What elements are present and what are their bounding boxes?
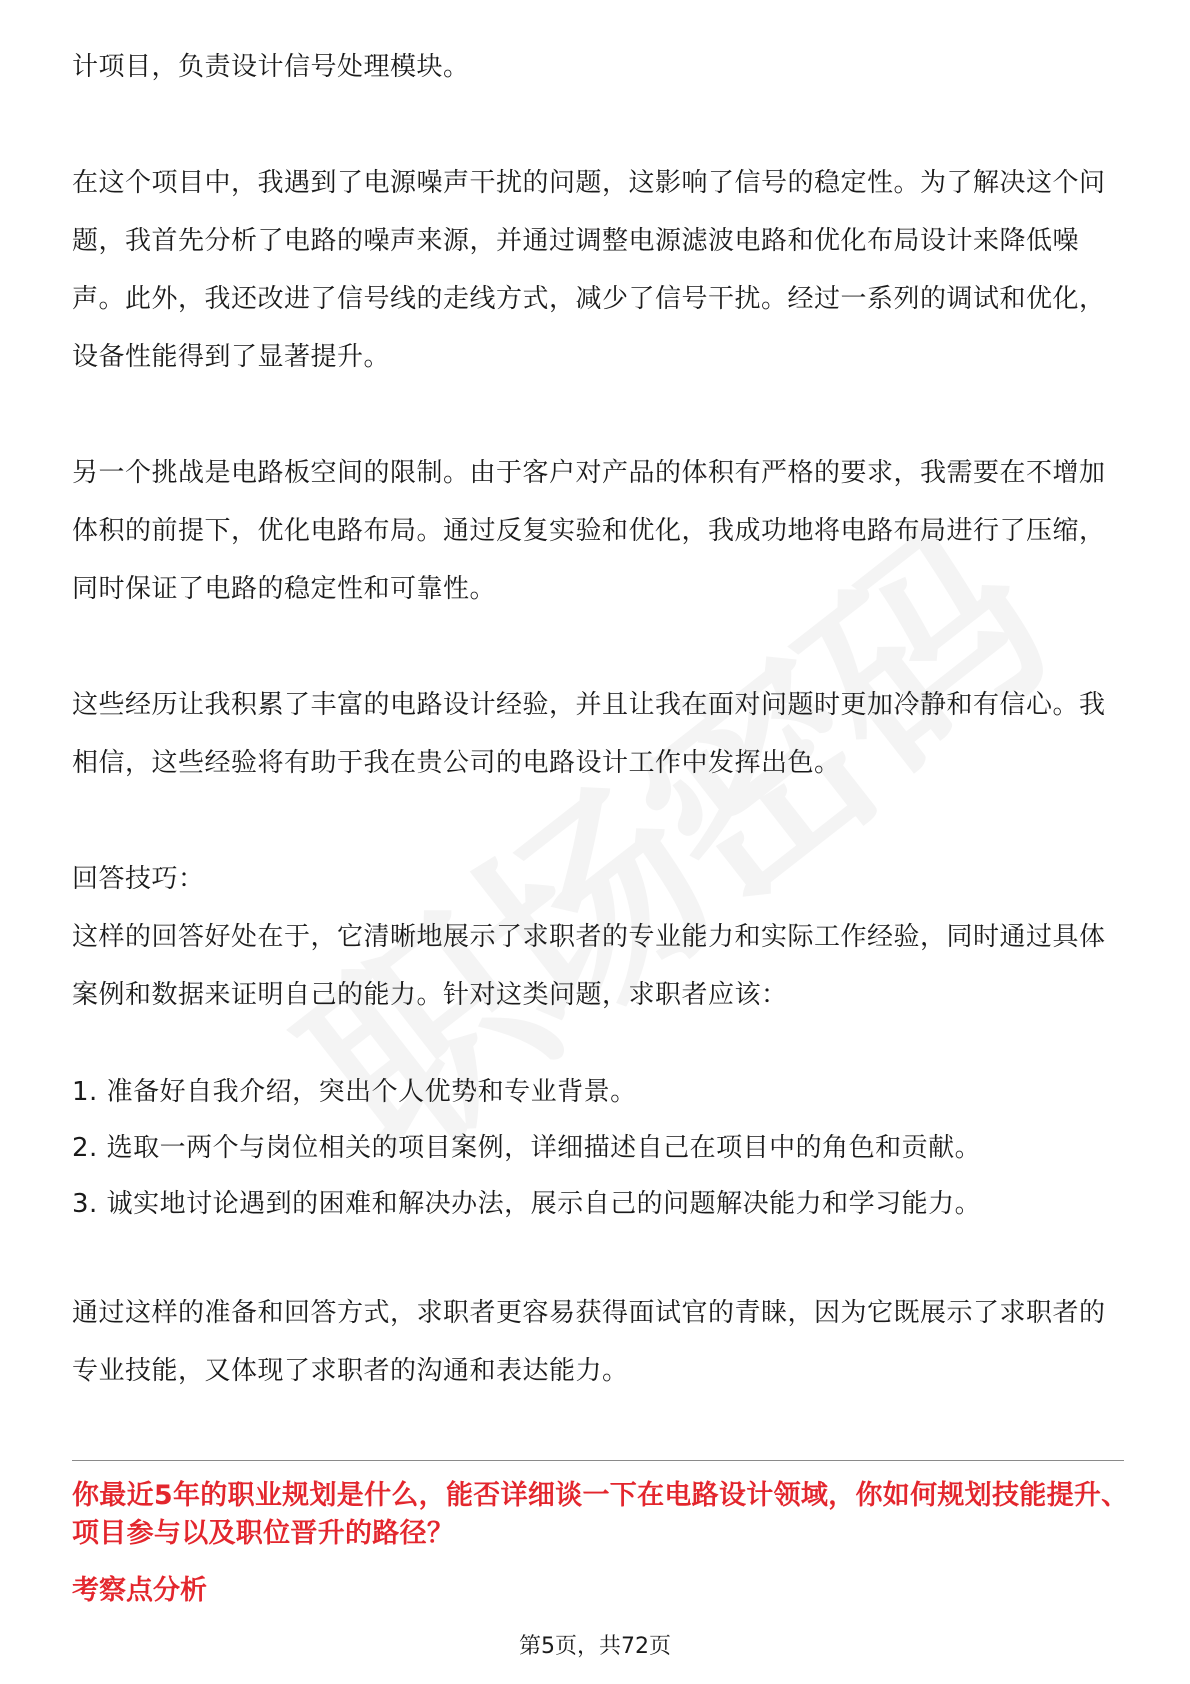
paragraph-tips: 这样的回答好处在于，它清晰地展示了求职者的专业能力和实际工作经验，同时通过具体案例和数据来证明自己的能力。针对这类问题，求职者应该： xyxy=(72,922,1106,1010)
analysis-heading: 考察点分析 xyxy=(72,1575,207,1606)
list-item: 1. 准备好自我介绍，突出个人优势和专业背景。 xyxy=(72,1077,637,1107)
paragraph-space-limit: 另一个挑战是电路板空间的限制。由于客户对产品的体积有严格的要求，我需要在不增加体积的前提下，优化电路布局。通过反复实验和优化，我成功地将电路布局进行了压缩，同时保证了电路的稳定性和可靠性。 xyxy=(72,458,1106,604)
paragraph-continuation: 计项目，负责设计信号处理模块。 xyxy=(72,52,470,82)
tips-heading: 回答技巧： xyxy=(72,864,205,894)
paragraph-conclusion: 通过这样的准备和回答方式，求职者更容易获得面试官的青睐，因为它既展示了求职者的专业技能，又体现了求职者的沟通和表达能力。 xyxy=(72,1298,1106,1386)
list-item: 3. 诚实地讨论遇到的困难和解决办法，展示自己的问题解决能力和学习能力。 xyxy=(72,1189,982,1219)
section-divider xyxy=(72,1460,1124,1461)
paragraph-experience: 这些经历让我积累了丰富的电路设计经验，并且让我在面对问题时更加冷静和有信心。我相信，这些经验将有助于我在贵公司的电路设计工作中发挥出色。 xyxy=(72,690,1106,778)
body-content xyxy=(72,38,1122,1400)
page-number-footer: 第5页，共72页 xyxy=(519,1634,671,1659)
list-item: 2. 选取一两个与岗位相关的项目案例，详细描述自己在项目中的角色和贡献。 xyxy=(72,1133,982,1163)
next-question-title: 你最近5年的职业规划是什么，能否详细谈一下在电路设计领域，你如何规划技能提升、项目参与以及职位晋升的路径？ xyxy=(72,1480,1129,1549)
paragraph-noise-problem: 在这个项目中，我遇到了电源噪声干扰的问题，这影响了信号的稳定性。为了解决这个问题，我首先分析了电路的噪声来源，并通过调整电源滤波电路和优化布局设计来降低噪声。此外，我还改进了信号线的走线方式，减少了信号干扰。经过一系列的调试和优化，设备性能得到了显著提升。 xyxy=(72,168,1106,372)
